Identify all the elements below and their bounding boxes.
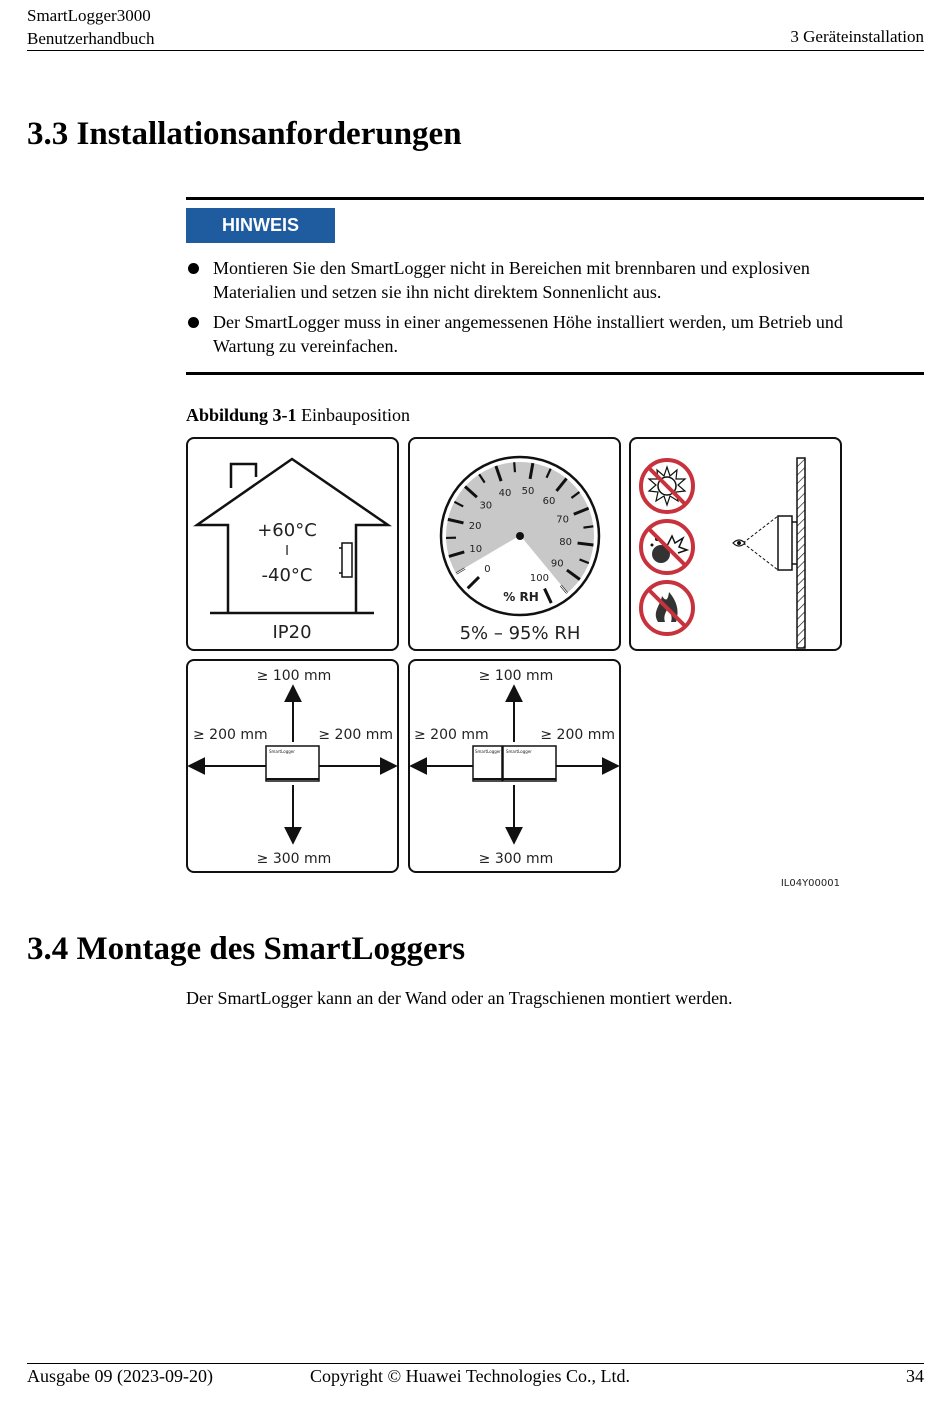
footer-edition: Ausgabe 09 (2023-09-20) <box>27 1366 213 1386</box>
clearance-bottom: ≥ 300 mm <box>478 851 554 867</box>
section-title-3-3: 3.3 Installationsanforderungen <box>27 116 462 152</box>
clearance-left: ≥ 200 mm <box>193 727 268 743</box>
notice-top-rule <box>186 197 924 200</box>
clearance-top: ≥ 100 mm <box>478 668 554 684</box>
header-rule <box>27 50 924 51</box>
device-on-wall <box>778 516 792 570</box>
panel-temperature <box>187 438 398 650</box>
header-product: SmartLogger3000 <box>27 6 151 25</box>
clearance-left: ≥ 200 mm <box>414 727 489 743</box>
section-title-3-4: 3.4 Montage des SmartLoggers <box>27 931 466 967</box>
gauge-tick-label: 50 <box>521 486 535 498</box>
panel-humidity <box>409 438 620 650</box>
no-sunlight-icon <box>641 460 693 512</box>
svg-text:SmartLogger: SmartLogger <box>269 749 295 754</box>
gauge-tick <box>514 462 515 472</box>
notice-item: Der SmartLogger muss in einer angemessenen Höhe installiert werden, um Betrieb und Wartung zu vereinfachen. <box>188 310 918 358</box>
gauge-tick-label: 70 <box>556 514 570 526</box>
panel-clearance-double <box>409 660 620 872</box>
installation-figure <box>180 430 850 895</box>
gauge-tick-label: 20 <box>468 521 482 533</box>
header-chapter: 3 Geräteinstallation <box>790 27 924 46</box>
eye-icon <box>733 540 745 546</box>
gauge-tick-label: 60 <box>542 495 556 507</box>
humidity-range: 5% – 95% RH <box>459 623 581 644</box>
notice-bottom-rule <box>186 372 924 375</box>
svg-text:SmartLogger: SmartLogger <box>475 749 501 754</box>
clearance-right: ≥ 200 mm <box>540 727 615 743</box>
gauge-unit: % RH <box>503 590 539 604</box>
gauge-tick <box>578 543 594 545</box>
clearance-bottom: ≥ 300 mm <box>256 851 332 867</box>
gauge-tick <box>583 526 593 527</box>
temp-high: +60°C <box>257 520 317 541</box>
bullet-icon <box>188 263 199 274</box>
notice-item: Montieren Sie den SmartLogger nicht in Bereichen mit brennbaren und explosiven Materialien und setzen sie ihn nicht direktem Sonnenlicht aus. <box>188 256 918 304</box>
no-explosives-icon <box>641 521 693 573</box>
gauge-tick-label: 100 <box>529 573 549 585</box>
section-body: Der SmartLogger kann an der Wand oder an Tragschienen montiert werden. <box>186 988 733 1008</box>
temp-low: -40°C <box>261 565 313 586</box>
panel-clearance-single <box>187 660 398 872</box>
svg-text:SmartLogger: SmartLogger <box>506 749 532 754</box>
header-doc-type: Benutzerhandbuch <box>27 29 155 48</box>
gauge-tick-label: 40 <box>498 488 512 500</box>
smartlogger-device <box>503 746 556 781</box>
gauge-center <box>516 532 524 540</box>
footer-rule <box>27 1363 924 1364</box>
temp-separator: I <box>285 544 289 559</box>
panel-prohibitions <box>630 438 841 650</box>
smartlogger-device <box>473 746 502 781</box>
bullet-icon <box>188 317 199 328</box>
gauge-tick-label: 30 <box>479 500 493 512</box>
ip-rating: IP20 <box>272 622 312 643</box>
gauge-tick-label: 10 <box>469 544 483 556</box>
footer-copyright: Copyright © Huawei Technologies Co., Ltd. <box>310 1366 631 1386</box>
footer-page-number: 34 <box>906 1366 924 1386</box>
smartlogger-device <box>266 746 319 781</box>
notice-badge: HINWEIS <box>186 208 335 243</box>
device-side-icon <box>342 543 352 577</box>
figure-id: IL04Y00001 <box>780 878 840 889</box>
clearance-top: ≥ 100 mm <box>256 668 332 684</box>
wall-hatch <box>797 458 805 648</box>
figure-caption: Abbildung 3-1 Einbauposition <box>186 405 411 425</box>
gauge-tick-label: 80 <box>559 537 573 549</box>
no-fire-icon <box>641 582 693 634</box>
gauge-tick-label: 0 <box>484 564 491 576</box>
clearance-right: ≥ 200 mm <box>318 727 393 743</box>
gauge-tick-label: 90 <box>550 558 564 570</box>
